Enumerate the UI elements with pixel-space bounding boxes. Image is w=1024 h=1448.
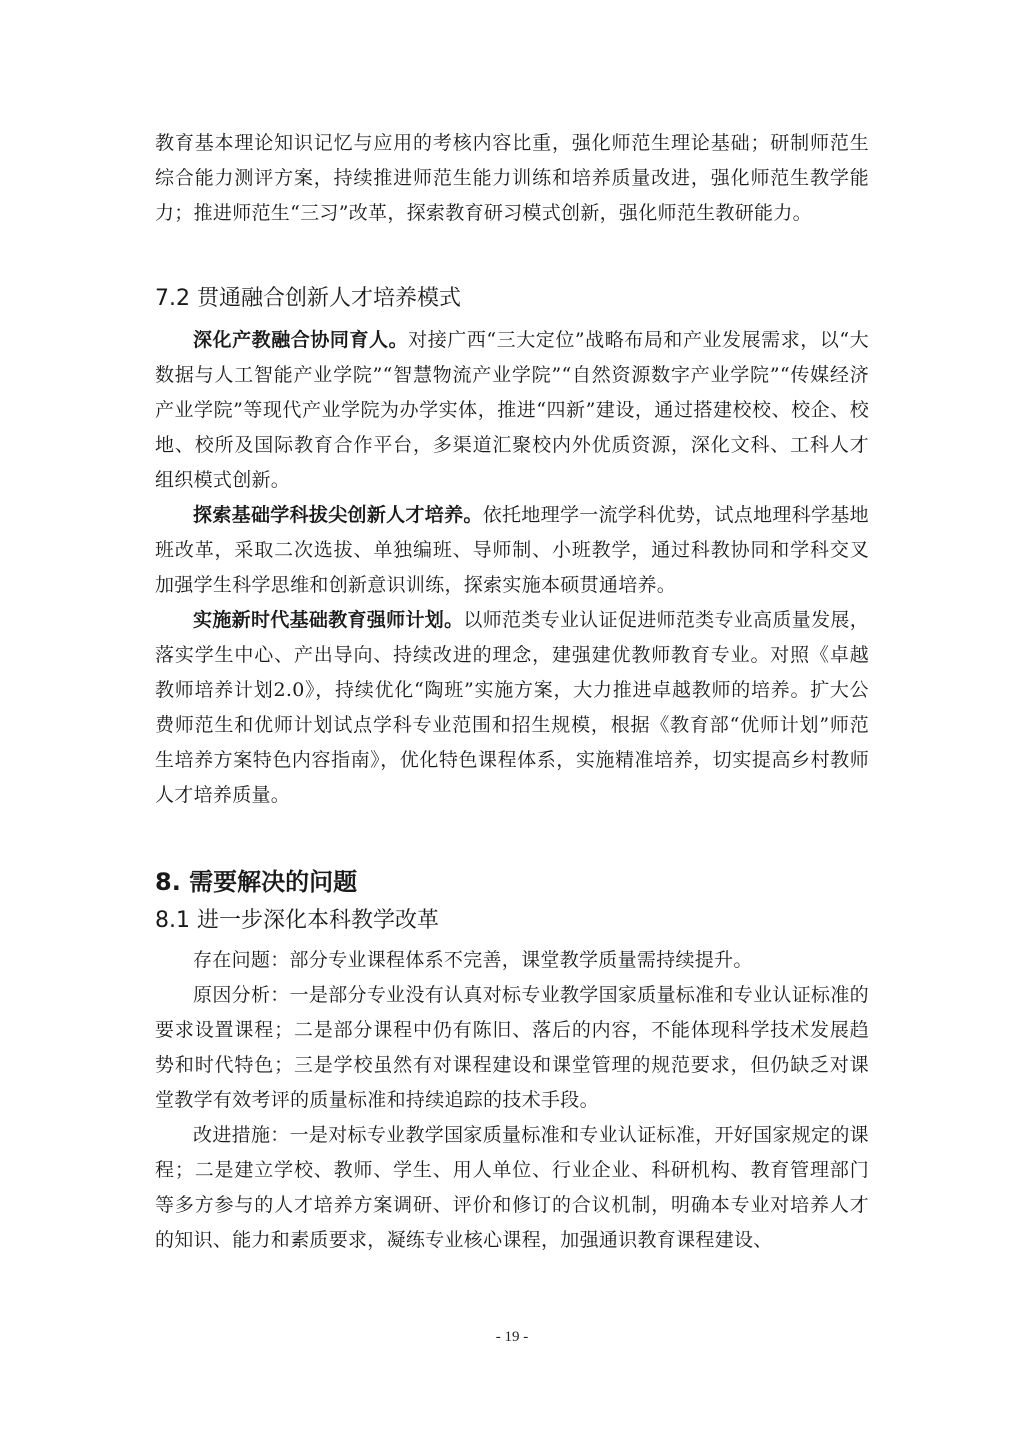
paragraph-lead: 探索基础学科拔尖创新人才培养。	[193, 504, 483, 526]
section-7-2-heading: 7.2 贯通融合创新人才培养模式	[155, 286, 461, 311]
paragraph-lead: 深化产教融合协同育人。	[193, 329, 409, 351]
paragraph-top-talent	[155, 498, 869, 603]
section-8-1-heading: 8.1 进一步深化本科教学改革	[155, 908, 439, 933]
paragraph-body: 以师范类专业认证促进师范类专业高质量发展，落实学生中心、产出导向、持续改进的理念，建强建优教师教育专业。对照《卓越教师培养计划2.0》，持续优化“陶班”实施方案，大力推进卓越教师的培养。扩大公费师范生和优师计划试点学科专业范围和招生规模，根据《教育部“优师计划”师范生培养方案特色内容指南》，优化特色课程体系，实施精准培养，切实提高乡村教师人才培养质量。	[155, 609, 869, 806]
paragraph-problem: 存在问题：部分专业课程体系不完善，课堂教学质量需持续提升。	[193, 949, 753, 971]
paragraph-cause-analysis: 原因分析：一是部分专业没有认真对标专业教学国家质量标准和专业认证标准的要求设置课程；二是部分课程中仍有陈旧、落后的内容，不能体现科学技术发展趋势和时代特色；三是学校虽然有对课程建设和课堂管理的规范要求，但仍缺乏对课堂教学有效考评的质量标准和持续追踪的技术手段。	[155, 984, 869, 1111]
page-content	[155, 126, 869, 1258]
intro-paragraph: 教育基本理论知识记忆与应用的考核内容比重，强化师范生理论基础；研制师范生综合能力测评方案，持续推进师范生能力训练和培养质量改进，强化师范生教学能力；推进师范生“三习”改革，探索教育研习模式创新，强化师范生教研能力。	[155, 132, 869, 224]
page-number: - 19 -	[495, 1329, 529, 1345]
paragraph-body: 依托地理学一流学科优势，试点地理科学基地班改革，采取二次选拔、单独编班、导师制、小班教学，通过科教协同和学科交叉加强学生科学思维和创新意识训练，探索实施本硕贯通培养。	[155, 504, 869, 596]
section-8-heading: 8. 需要解决的问题	[155, 868, 358, 896]
paragraph-improvement: 改进措施：一是对标专业教学国家质量标准和专业认证标准，开好国家规定的课程；二是建立学校、教师、学生、用人单位、行业企业、科研机构、教育管理部门等多方参与的人才培养方案调研、评价和修订的合议机制，明确本专业对培养人才的知识、能力和素质要求，凝练专业核心课程，加强通识教育课程建设、	[155, 1124, 869, 1251]
paragraph-teacher-plan	[155, 603, 869, 813]
paragraph-body: 对接广西“三大定位”战略布局和产业发展需求，以“大数据与人工智能产业学院”“智慧物流产业学院”“自然资源数字产业学院”“传媒经济产业学院”等现代产业学院为办学实体，推进“四新”建设，通过搭建校校、校企、校地、校所及国际教育合作平台，多渠道汇聚校内外优质资源，深化文科、工科人才组织模式创新。	[155, 329, 869, 491]
paragraph-lead: 实施新时代基础教育强师计划。	[193, 609, 464, 631]
paragraph-industry-education	[155, 323, 869, 498]
